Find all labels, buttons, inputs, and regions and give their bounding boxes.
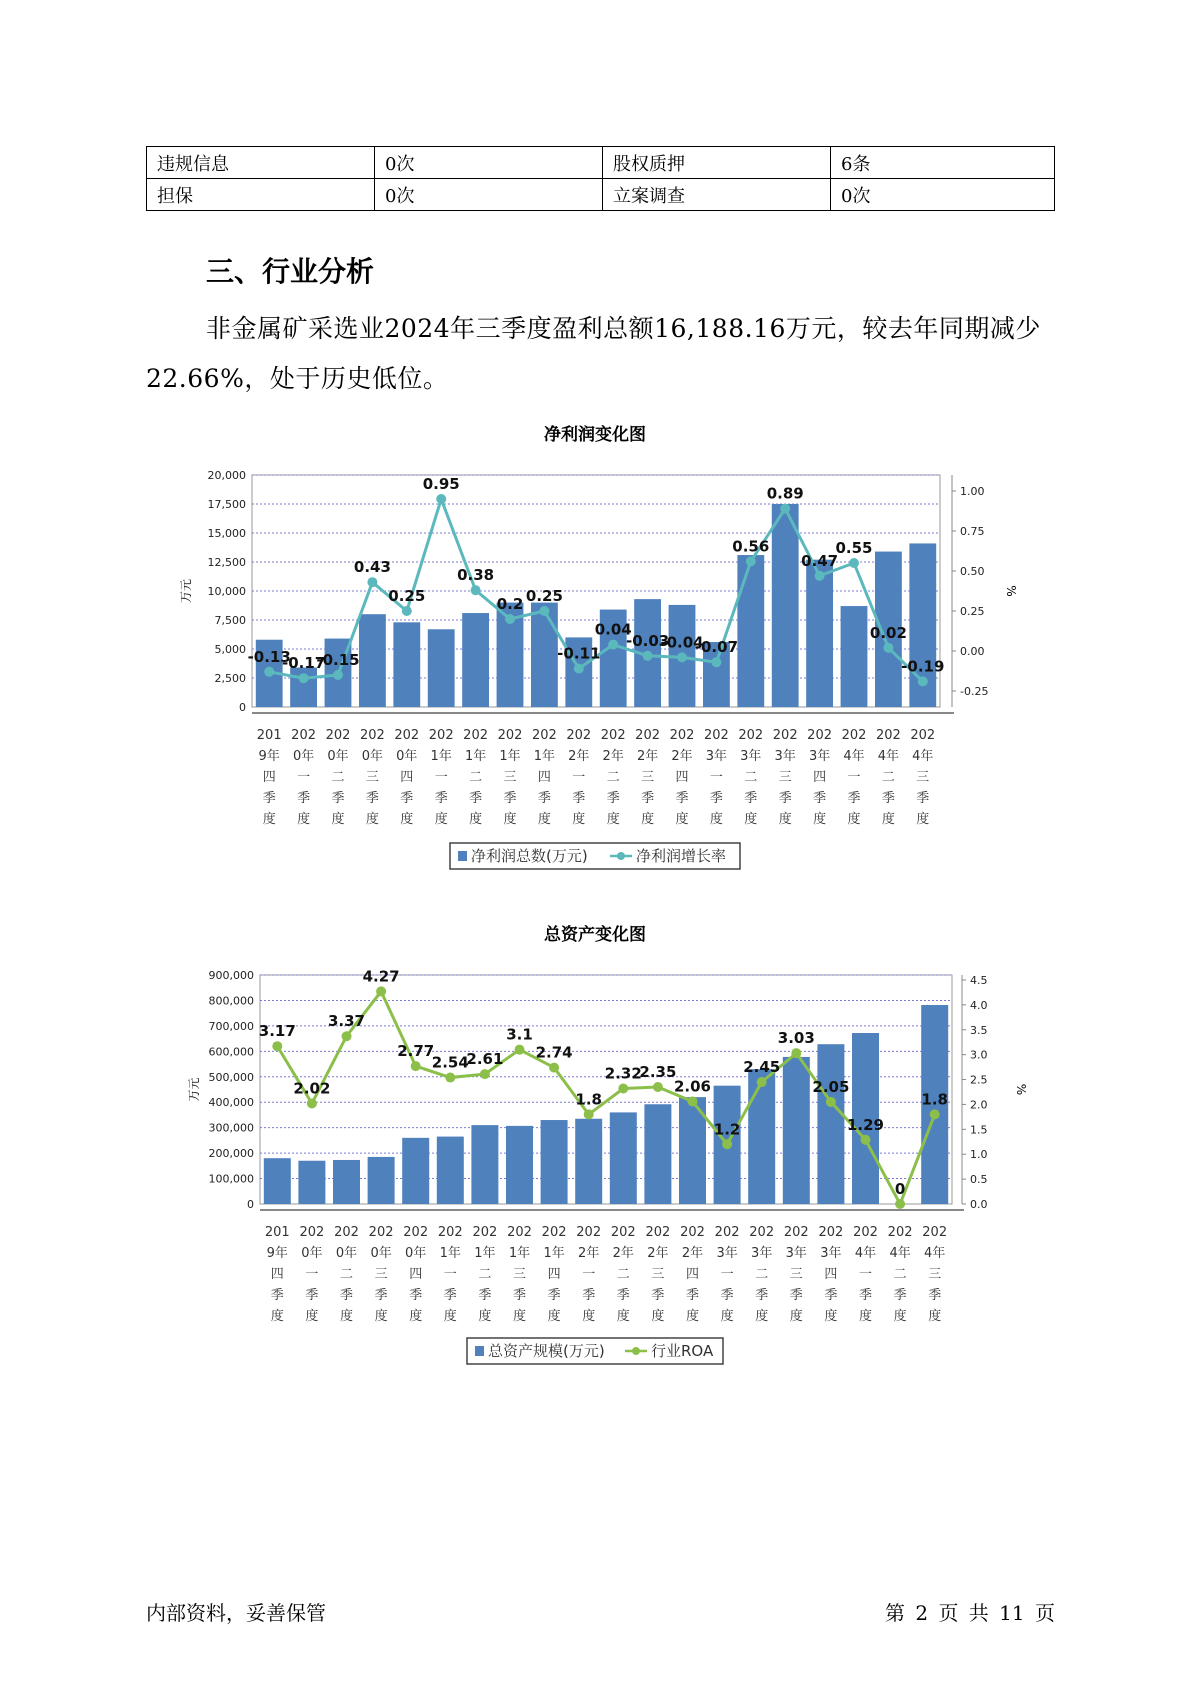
- line-point: [861, 1135, 871, 1145]
- info-table: [146, 146, 1055, 211]
- line-point: [272, 1041, 282, 1051]
- x-tick-label: 202 4年一季度: [853, 1225, 878, 1324]
- data-label: -0.17: [281, 654, 326, 673]
- legend-item: 总资产规模(万元): [488, 1342, 605, 1360]
- x-tick-label: 202 2年四季度: [680, 1225, 705, 1324]
- bar: [841, 606, 868, 707]
- y2-tick-label: 3.0: [970, 1048, 988, 1062]
- data-label: 2.54: [431, 1053, 469, 1072]
- y2-tick-label: 0.00: [960, 645, 985, 658]
- y2-tick-label: 0.25: [960, 605, 985, 618]
- data-label: -0.03: [625, 631, 670, 650]
- x-tick-label: 202 1年一季度: [437, 1225, 463, 1324]
- line-point: [436, 494, 446, 504]
- line-point: [791, 1048, 801, 1058]
- x-tick-label: 202 4年二季度: [875, 728, 901, 827]
- x-tick-label: 202 1年二季度: [463, 728, 489, 827]
- line-point: [471, 585, 481, 595]
- bar: [368, 1157, 395, 1204]
- line-point: [746, 556, 756, 566]
- table-cell: 0次: [375, 147, 603, 179]
- y-axis-label: 万元: [187, 1077, 201, 1102]
- line-point: [653, 1082, 663, 1092]
- line-point: [677, 652, 687, 662]
- data-label: 3.17: [258, 1022, 296, 1041]
- data-label: 0.2: [496, 595, 524, 613]
- line-point: [722, 1139, 732, 1149]
- x-tick-label: 202 2年三季度: [635, 728, 661, 827]
- data-label: 0: [894, 1180, 906, 1198]
- data-label: 3.1: [506, 1025, 533, 1044]
- legend-swatch: [475, 1346, 484, 1356]
- y2-tick-label: 1.5: [970, 1123, 988, 1137]
- data-label: -0.11: [557, 644, 601, 663]
- data-label: 1.8: [921, 1090, 948, 1109]
- y2-axis-label: %: [1004, 585, 1018, 597]
- line-point: [445, 1073, 455, 1083]
- line-point: [342, 1031, 352, 1041]
- line-point: [480, 1069, 490, 1079]
- table-cell: 立案调查: [603, 179, 831, 211]
- line-point: [711, 657, 721, 667]
- bar: [748, 1069, 775, 1204]
- y2-tick-label: 1.00: [960, 485, 985, 498]
- y2-axis-label: %: [1014, 1083, 1028, 1096]
- y2-tick-label: 4.0: [970, 998, 988, 1012]
- data-label: -0.13: [247, 647, 291, 666]
- line-point: [515, 1045, 525, 1055]
- x-tick-label: 202 1年四季度: [541, 1225, 567, 1324]
- y-tick-label: 5,000: [214, 643, 246, 656]
- data-label: 2.35: [639, 1063, 677, 1082]
- bar: [298, 1161, 325, 1204]
- x-tick-label: 202 3年二季度: [749, 1225, 775, 1324]
- x-tick-label: 202 3年四季度: [807, 728, 833, 827]
- bar: [437, 1137, 464, 1204]
- x-tick-label: 201 9年四季度: [264, 1225, 290, 1324]
- line-point: [930, 1109, 940, 1119]
- table-cell: 担保: [147, 179, 375, 211]
- bar: [806, 560, 833, 707]
- x-tick-label: 202 3年一季度: [703, 728, 729, 827]
- x-tick-label: 202 1年三季度: [507, 1225, 532, 1324]
- x-tick-label: 202 1年四季度: [531, 728, 557, 827]
- table-row: [147, 147, 1055, 179]
- y-tick-label: 500,000: [208, 1070, 254, 1084]
- line-point: [815, 571, 825, 581]
- x-tick-label: 202 3年四季度: [818, 1225, 844, 1324]
- table-cell: 违规信息: [147, 147, 375, 179]
- data-label: 0.25: [525, 587, 563, 605]
- bar: [737, 555, 764, 707]
- legend-item: 行业ROA: [651, 1342, 714, 1360]
- data-label: 4.27: [362, 967, 400, 986]
- section-paragraph: 非金属矿采选业2024年三季度盈利总额16,188.16万元，较去年同期减少22.66%，处于历史低位。: [146, 314, 1041, 393]
- legend-marker: [632, 1347, 640, 1355]
- bar: [333, 1160, 360, 1204]
- chart-title: 总资产变化图: [544, 925, 646, 945]
- x-tick-label: 202 4年三季度: [910, 728, 936, 827]
- page-number: 第 2 页 共 11 页: [885, 1601, 1055, 1625]
- x-tick-label: 202 2年四季度: [669, 728, 695, 827]
- line-point: [883, 643, 893, 653]
- data-label: 0.55: [835, 539, 873, 557]
- x-tick-label: 202 0年四季度: [394, 728, 420, 827]
- data-label: -0.07: [694, 638, 739, 657]
- y2-tick-label: 3.5: [970, 1023, 988, 1037]
- data-label: 2.02: [293, 1079, 331, 1098]
- footer-note: 内部资料，妥善保管: [146, 1601, 326, 1625]
- line-point: [608, 640, 618, 650]
- data-label: 2.05: [812, 1077, 850, 1096]
- line-point: [849, 558, 859, 568]
- data-label: 0.02: [869, 623, 907, 642]
- y-tick-label: 7,500: [214, 614, 246, 627]
- data-label: 2.32: [604, 1064, 642, 1083]
- table-cell: 6条: [831, 147, 1055, 179]
- y-tick-label: 100,000: [208, 1172, 254, 1186]
- bar: [264, 1158, 291, 1204]
- y-tick-label: 0: [247, 1198, 254, 1211]
- y2-tick-label: 2.5: [970, 1073, 988, 1087]
- table-cell: 0次: [375, 179, 603, 211]
- x-tick-label: 202 0年二季度: [325, 728, 351, 827]
- bar: [772, 504, 799, 707]
- legend-marker: [617, 852, 625, 860]
- data-label: 0.56: [732, 537, 770, 556]
- line-point: [688, 1096, 698, 1106]
- line-point: [643, 651, 653, 661]
- data-label: 2.61: [466, 1050, 504, 1069]
- legend-item: 净利润增长率: [636, 847, 727, 865]
- data-label: 0.38: [457, 566, 495, 585]
- data-label: 3.03: [777, 1029, 815, 1048]
- line-point: [574, 664, 584, 674]
- line-point: [618, 1084, 628, 1094]
- y2-tick-label: 0.75: [960, 525, 985, 538]
- line-point: [264, 667, 274, 677]
- line-point: [505, 614, 515, 624]
- y-tick-label: 17,500: [207, 498, 246, 511]
- line-point: [402, 606, 412, 616]
- x-tick-label: 202 3年二季度: [738, 728, 764, 827]
- line-point: [918, 676, 928, 686]
- data-label: 1.2: [713, 1120, 741, 1139]
- y-tick-label: 15,000: [207, 527, 246, 540]
- data-label: 0.89: [766, 484, 804, 503]
- x-tick-label: 202 0年一季度: [299, 1225, 325, 1324]
- y-tick-label: 800,000: [208, 994, 254, 1008]
- x-tick-label: 202 0年三季度: [368, 1225, 394, 1324]
- x-tick-label: 202 0年三季度: [359, 728, 385, 827]
- bar: [541, 1120, 568, 1204]
- x-tick-label: 202 2年二季度: [610, 1225, 636, 1324]
- data-label: 0.47: [801, 551, 839, 570]
- data-label: 2.45: [743, 1058, 781, 1077]
- data-label: -0.15: [316, 651, 360, 669]
- chart-title: 净利润变化图: [544, 425, 646, 445]
- line-point: [549, 1063, 559, 1073]
- x-tick-label: 201 9年四季度: [256, 728, 282, 827]
- data-label: -0.04: [660, 633, 704, 652]
- y-tick-label: 2,500: [214, 672, 246, 685]
- data-label: -0.19: [901, 657, 945, 676]
- data-label: 3.37: [327, 1012, 366, 1031]
- x-tick-label: 202 2年一季度: [576, 1225, 602, 1324]
- x-tick-label: 202 0年四季度: [403, 1225, 429, 1324]
- y-tick-label: 300,000: [208, 1121, 254, 1135]
- y2-tick-label: 0.0: [970, 1198, 988, 1211]
- bar: [575, 1119, 602, 1204]
- y2-tick-label: 0.5: [970, 1173, 988, 1187]
- line-point: [539, 606, 549, 616]
- x-tick-label: 202 3年三季度: [783, 1225, 809, 1324]
- data-label: 0.25: [388, 587, 426, 605]
- y2-tick-label: 4.5: [970, 973, 988, 987]
- y-tick-label: 900,000: [208, 969, 254, 982]
- x-tick-label: 202 2年二季度: [600, 728, 626, 827]
- bar: [428, 629, 455, 707]
- line-point: [307, 1098, 317, 1108]
- bar: [359, 614, 386, 707]
- y-tick-label: 200,000: [208, 1147, 254, 1161]
- x-tick-label: 202 0年二季度: [334, 1225, 359, 1324]
- legend-item: 净利润总数(万元): [471, 847, 588, 865]
- data-label: 0.43: [353, 558, 391, 577]
- y-tick-label: 10,000: [207, 585, 246, 598]
- table-cell: 股权质押: [603, 147, 831, 179]
- data-label: 2.77: [397, 1042, 435, 1061]
- line-point: [333, 670, 343, 680]
- line-point: [367, 577, 377, 587]
- x-tick-label: 202 2年三季度: [645, 1225, 671, 1324]
- y2-tick-label: -0.25: [960, 685, 989, 698]
- line-point: [826, 1097, 836, 1107]
- line-point: [757, 1077, 767, 1087]
- bar: [462, 613, 489, 707]
- bar: [531, 603, 558, 707]
- line-point: [780, 504, 790, 514]
- y-tick-label: 400,000: [208, 1096, 254, 1110]
- bar: [783, 1057, 810, 1204]
- bar: [471, 1125, 498, 1204]
- y-tick-label: 12,500: [207, 556, 246, 569]
- line-point: [584, 1109, 594, 1119]
- y-tick-label: 20,000: [207, 469, 246, 482]
- x-tick-label: 202 1年一季度: [428, 728, 454, 827]
- bar: [506, 1126, 533, 1204]
- data-label: 2.06: [673, 1077, 712, 1096]
- x-tick-label: 202 4年三季度: [922, 1225, 948, 1324]
- x-tick-label: 202 3年三季度: [772, 728, 798, 827]
- y2-tick-label: 1.0: [970, 1148, 988, 1162]
- line-point: [376, 986, 386, 996]
- y-tick-label: 700,000: [208, 1019, 254, 1033]
- x-tick-label: 202 2年一季度: [566, 728, 592, 827]
- y2-tick-label: 2.0: [970, 1098, 988, 1112]
- line-point: [411, 1061, 421, 1071]
- y-tick-label: 0: [239, 701, 246, 714]
- section-heading: 三、行业分析: [206, 255, 375, 288]
- data-label: 0.95: [422, 475, 460, 493]
- bar: [610, 1112, 637, 1204]
- bar: [402, 1138, 429, 1204]
- x-tick-label: 202 3年一季度: [714, 1225, 740, 1324]
- table-cell: 0次: [831, 179, 1055, 211]
- x-tick-label: 202 0年一季度: [291, 728, 317, 827]
- x-tick-label: 202 4年二季度: [887, 1225, 913, 1324]
- data-label: 1.29: [846, 1115, 885, 1134]
- y-axis-label: 万元: [179, 578, 193, 604]
- table-row: [147, 179, 1055, 211]
- x-tick-label: 202 1年二季度: [472, 1225, 498, 1324]
- data-label: 2.74: [535, 1043, 573, 1062]
- x-tick-label: 202 1年三季度: [497, 728, 523, 827]
- bar: [817, 1044, 844, 1204]
- line-point: [895, 1199, 905, 1209]
- net-profit-chart: [0, 420, 1191, 880]
- bar: [393, 622, 420, 707]
- line-point: [299, 673, 309, 683]
- legend-swatch: [458, 851, 467, 861]
- y-tick-label: 600,000: [208, 1045, 254, 1059]
- x-tick-label: 202 4年一季度: [841, 728, 867, 827]
- y2-tick-label: 0.50: [960, 565, 985, 578]
- data-label: 0.04: [594, 620, 632, 639]
- bar: [644, 1104, 671, 1204]
- total-assets-chart: [0, 920, 1191, 1380]
- data-label: 1.8: [575, 1090, 602, 1109]
